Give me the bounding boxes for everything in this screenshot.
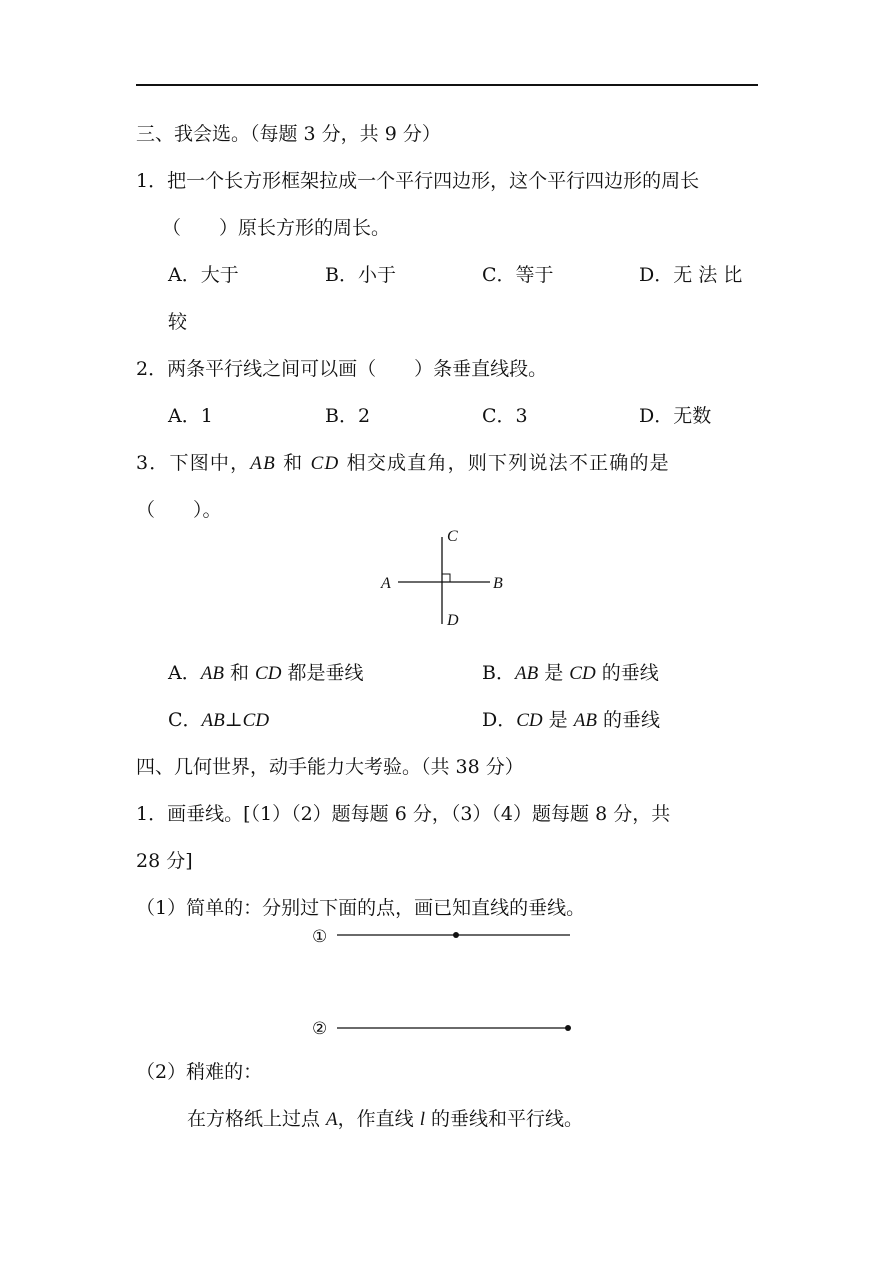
q3-option-a-t1: 和 (223, 662, 256, 684)
q3-option-c[interactable] (168, 706, 269, 735)
right-angle-mark (442, 574, 450, 582)
s4-sub2: （2）稍难的： (136, 1061, 263, 1083)
s4-q1-line2: 28 分] (136, 850, 193, 872)
line-l-label: l (419, 1109, 425, 1130)
point-on-line-2[interactable] (565, 1025, 571, 1031)
q3-option-d-t1: 是 (542, 709, 574, 731)
q3-option-d-v1: CD (516, 710, 543, 731)
label-b: B (493, 575, 503, 592)
section-3-title: 三、我会选。（每题 3 分，共 9 分） (136, 123, 441, 145)
q1-option-d-wrap: 较 (168, 311, 188, 333)
label-a: A (381, 575, 391, 592)
q3-option-c-t1: ⊥ (224, 709, 243, 731)
q3-option-a-label: A． (168, 662, 201, 684)
q3-option-d[interactable] (482, 706, 660, 735)
q3-option-b-label: B． (482, 662, 515, 684)
q2-option-c[interactable]: C．3 (482, 405, 528, 427)
q3-line1 (136, 449, 670, 478)
q3-option-b-v2: CD (569, 663, 596, 684)
q2-option-d[interactable]: D．无数 (639, 405, 712, 427)
point-on-line-1[interactable] (453, 932, 459, 938)
q3-option-b-v1: AB (514, 663, 539, 684)
q3-option-a-t2: 都是垂线 (281, 662, 364, 684)
label-c: C (447, 528, 458, 545)
q3-option-a[interactable] (168, 659, 364, 688)
q3-option-c-v1: AB (201, 710, 225, 731)
q3-option-d-t2: 的垂线 (596, 709, 660, 731)
q1-option-a[interactable]: A．大于 (168, 264, 239, 286)
point-a-label: A (326, 1109, 338, 1130)
q3-option-a-v1: AB (200, 663, 224, 684)
s4-sub2-t3: 的垂线和平行线。 (424, 1108, 584, 1130)
q1-option-b[interactable]: B．小于 (325, 264, 396, 286)
section-4-title: 四、几何世界，动手能力大考验。（共 38 分） (136, 756, 524, 778)
s4-sub1: （1）简单的：分别过下面的点，画已知直线的垂线。 (136, 897, 586, 919)
q3-option-b[interactable] (482, 659, 659, 688)
header-rule (136, 84, 758, 86)
q3-cd: CD (310, 453, 340, 474)
q3-option-d-v2: AB (573, 710, 597, 731)
q3-ab: AB (250, 453, 276, 474)
q3-mid: 和 (275, 452, 311, 474)
q3-prefix: 3．下图中， (136, 452, 251, 474)
q1-line1: 1．把一个长方形框架拉成一个平行四边形，这个平行四边形的周长 (136, 170, 700, 192)
q1-line2: （ ）原长方形的周长。 (162, 217, 391, 239)
q3-option-d-label: D． (482, 709, 517, 731)
q2-option-b[interactable]: B．2 (325, 405, 371, 427)
q3-line2: （ ）。 (136, 499, 222, 521)
s4-sub2-text (187, 1105, 583, 1134)
q2-option-a[interactable]: A．1 (168, 405, 213, 427)
q1-option-d[interactable]: D．无 法 比 (639, 264, 743, 286)
q3-option-b-t2: 的垂线 (595, 662, 659, 684)
q1-option-c[interactable]: C．等于 (482, 264, 554, 286)
q3-option-c-v2: CD (242, 710, 270, 731)
s4-sub2-t1: 在方格纸上过点 (187, 1108, 327, 1130)
label-d: D (447, 612, 459, 629)
q3-option-a-v2: CD (255, 663, 282, 684)
s4-q1-line1: 1．画垂线。[（1）（2）题每题 6 分，（3）（4）题每题 8 分，共 (136, 803, 671, 825)
q2-text: 2．两条平行线之间可以画（ ）条垂直线段。 (136, 358, 548, 380)
mark-2: ② (312, 1019, 328, 1039)
mark-1: ① (312, 927, 328, 947)
s4-sub2-t2: ，作直线 (337, 1108, 420, 1130)
q3-option-c-label: C． (168, 709, 202, 731)
q3-option-b-t1: 是 (538, 662, 570, 684)
q3-suffix: 相交成直角，则下列说法不正确的是 (339, 452, 670, 474)
